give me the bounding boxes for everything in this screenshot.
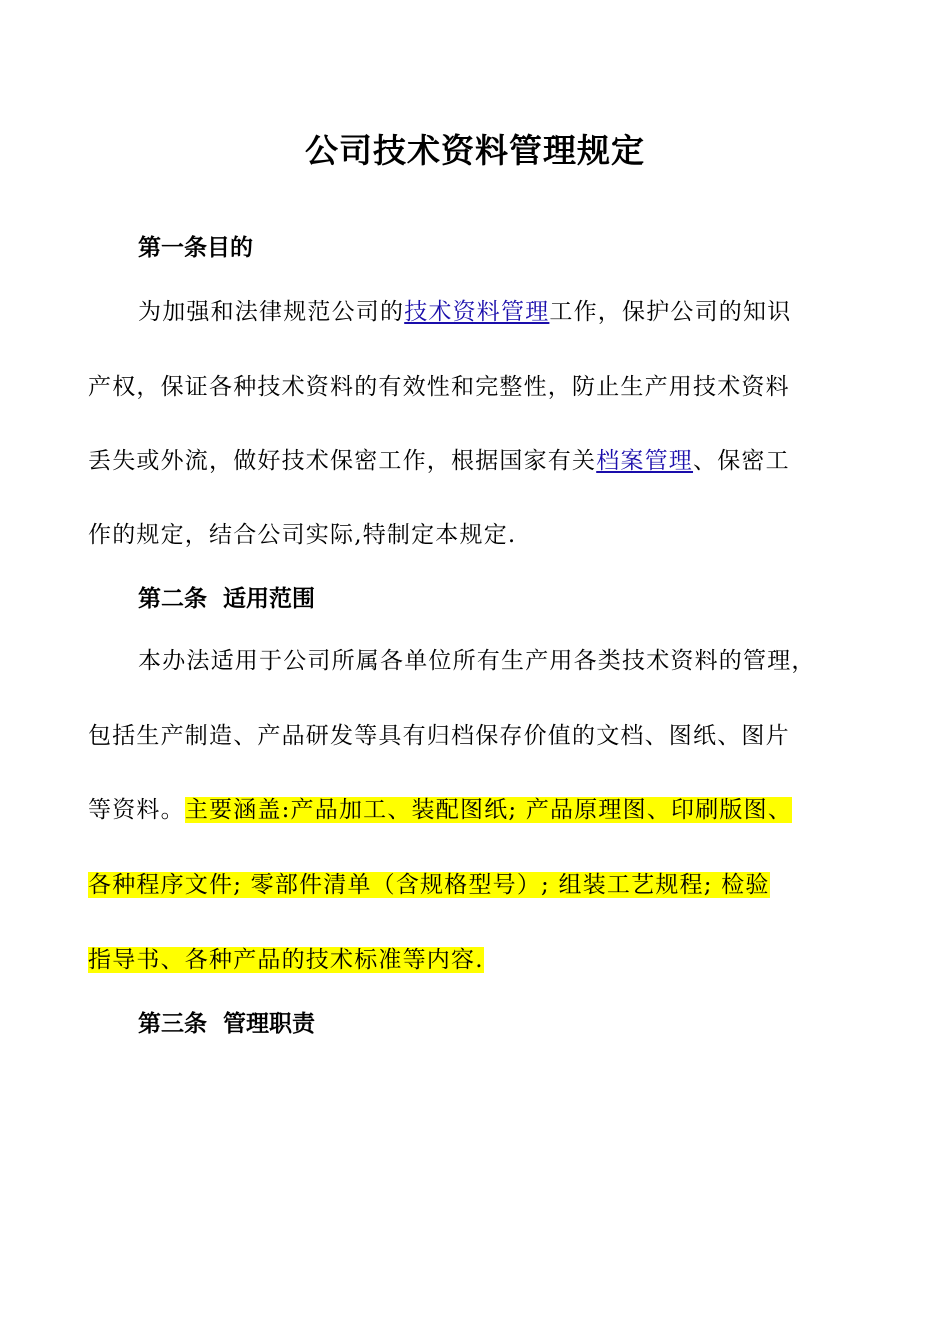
article-1-line-1-text-b: 工作，保护公司的知识 <box>549 299 792 325</box>
article-1-line-1-text-a: 为加强和法律规范公司的 <box>138 299 405 325</box>
highlighted-scope-text-2: 各种程序文件; 零部件清单（含规格型号）; 组装工艺规程; 检验 <box>88 872 770 898</box>
archive-management-link[interactable]: 档案管理 <box>596 448 694 474</box>
article-1-line-1 <box>138 297 791 327</box>
article-2-line-5 <box>88 945 484 975</box>
article-2-line-3-text-a: 等资料。 <box>88 797 185 823</box>
article-3-heading: 第三条 管理职责 <box>138 1011 316 1037</box>
document-title: 公司技术资料管理规定 <box>305 131 645 170</box>
article-2-heading: 第二条 适用范围 <box>138 586 316 612</box>
article-2-line-1: 本办法适用于公司所属各单位所有生产用各类技术资料的管理， <box>138 648 816 674</box>
article-2-line-4 <box>88 870 770 900</box>
article-2-line-3 <box>88 795 792 825</box>
article-1-line-2: 产权，保证各种技术资料的有效性和完整性，防止生产用技术资料 <box>88 374 790 400</box>
article-1-line-3-text-a: 丢失或外流，做好技术保密工作，根据国家有关 <box>88 448 597 474</box>
article-2-line-2: 包括生产制造、产品研发等具有归档保存价值的文档、图纸、图片 <box>88 723 790 749</box>
article-1-heading: 第一条目的 <box>138 235 253 261</box>
highlighted-scope-text-3: 指导书、各种产品的技术标准等内容. <box>88 947 484 973</box>
article-1-line-3-text-b: 、保密工 <box>693 448 790 474</box>
article-1-line-3 <box>88 446 790 476</box>
technical-data-management-link[interactable]: 技术资料管理 <box>404 299 550 325</box>
article-1-line-4: 作的规定，结合公司实际,特制定本规定. <box>88 522 517 548</box>
highlighted-scope-text-1: 主要涵盖:产品加工、装配图纸; 产品原理图、印刷版图、 <box>184 797 793 823</box>
